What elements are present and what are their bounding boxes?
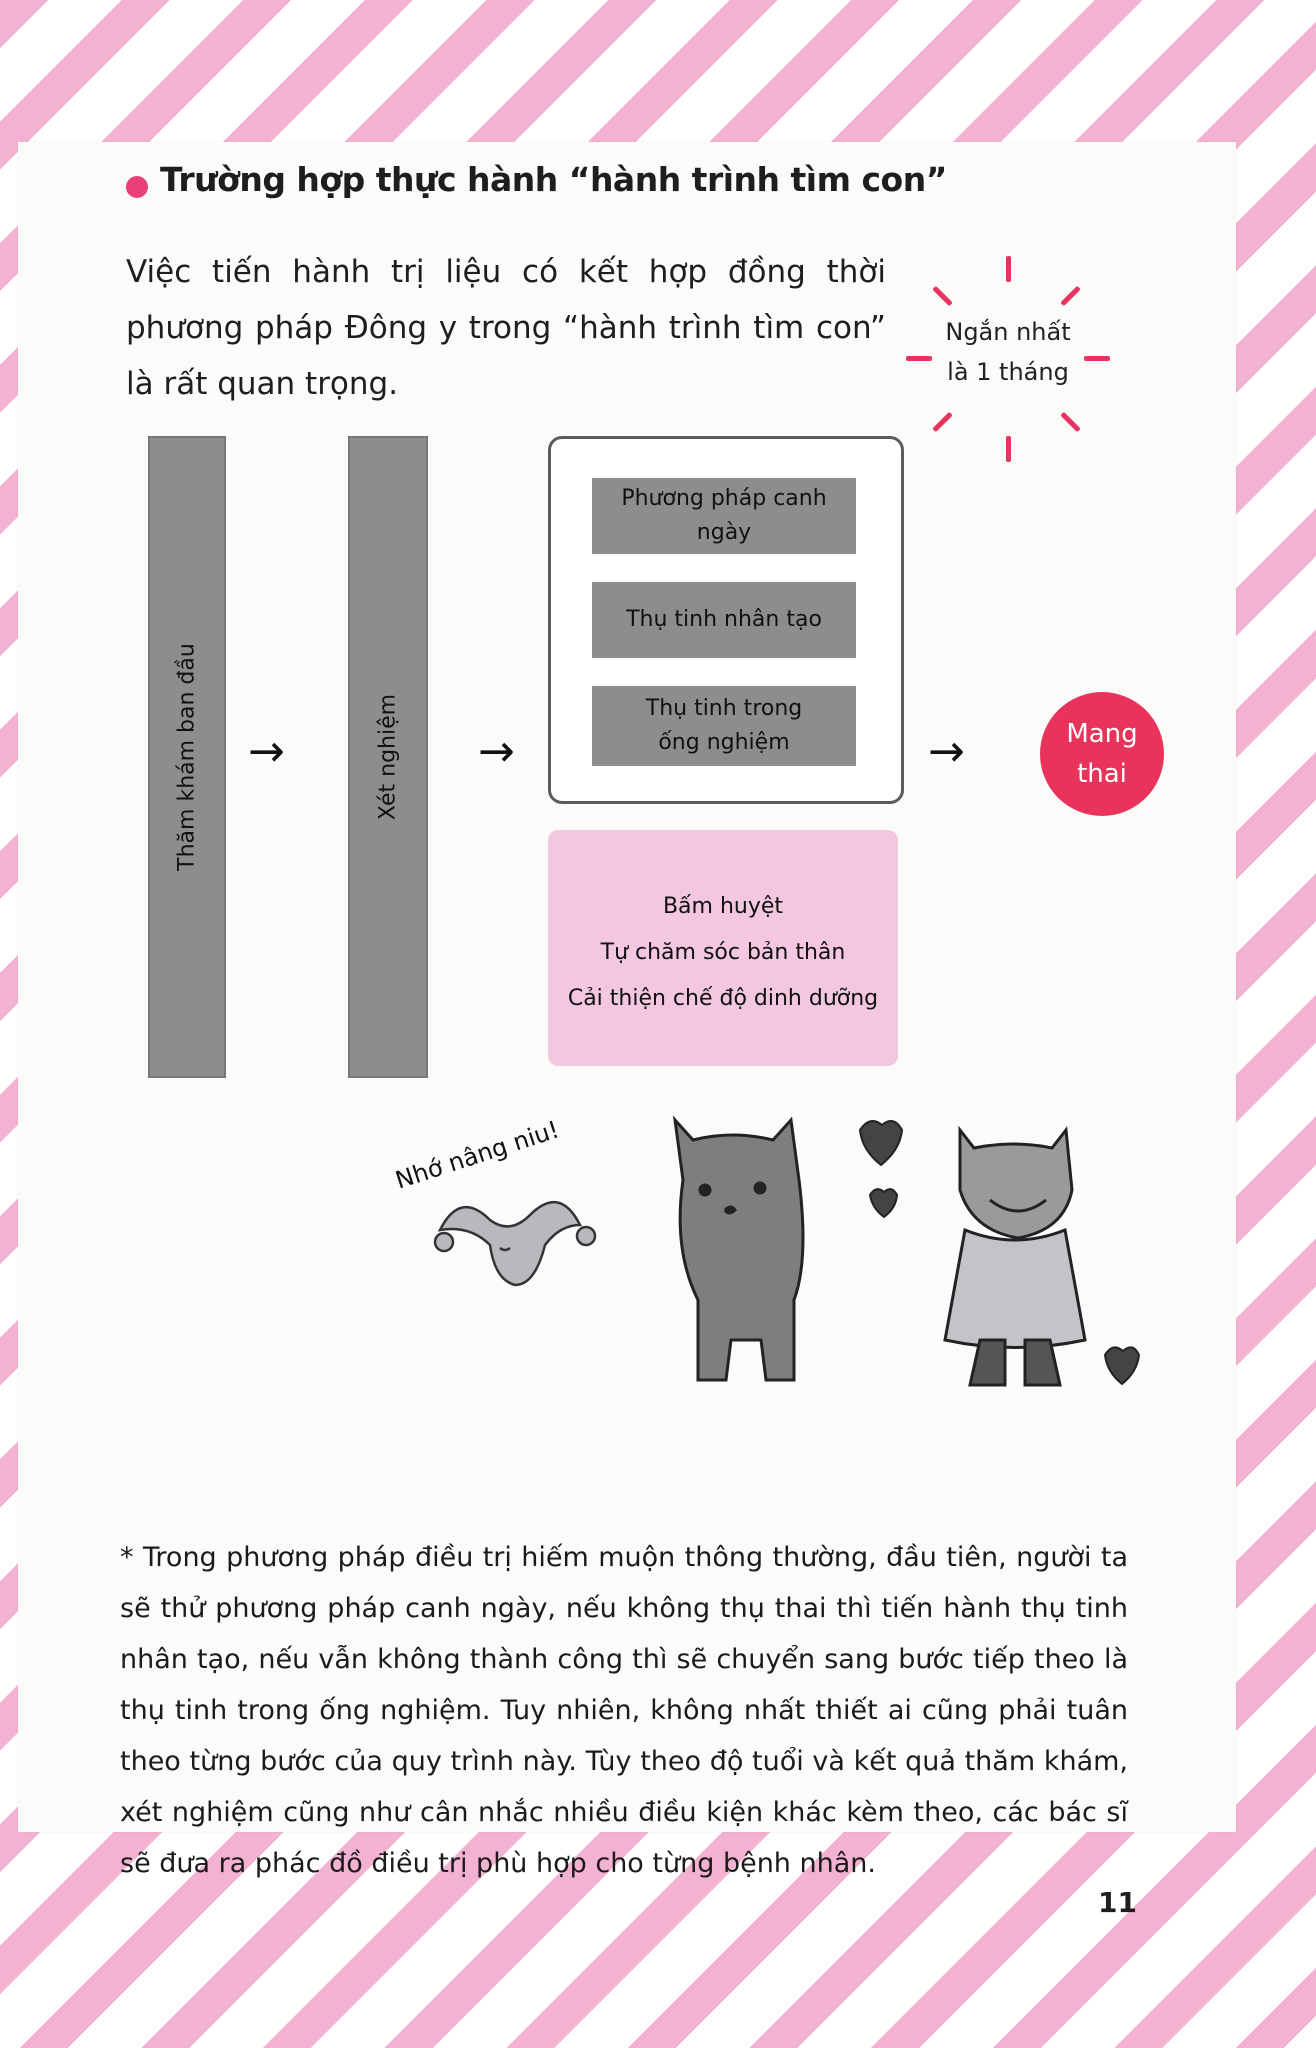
bear-icon (675, 1120, 803, 1380)
bear-icon (945, 1130, 1085, 1385)
heart-icon (870, 1189, 897, 1217)
footnote: * Trong phương pháp điều trị hiếm muộn thông thường, đầu tiên, người ta sẽ thử phương pháp canh ngày, nếu không thụ thai thì tiến hành thụ tinh nhân tạo, nếu vẫn không thành công thì sẽ chuyển sang bước tiếp theo là thụ tinh trong ống nghiệm. Tuy nhiên, không nhất thiết ai cũng phải tuân theo từng bước của quy trình này. Tùy theo độ tuổi và kết quả thăm khám, xét nghiệm cũng như cân nhắc nhiều điều kiện khác kèm theo, các bác sĩ sẽ đưa ra phác đồ điều trị phù hợp cho từng bệnh nhân. (120, 1542, 1128, 1879)
arrow-icon: → (928, 726, 965, 777)
step-testing: Xét nghiệm (348, 436, 428, 1078)
treatment-ivf: Thụ tinh trong ống nghiệm (592, 686, 856, 766)
arrow-icon: → (478, 726, 515, 777)
result-pregnancy: Mang thai (1040, 692, 1164, 816)
step-initial-exam: Thăm khám ban đầu (148, 436, 226, 1078)
treatment-insemination: Thụ tinh nhân tạo (592, 582, 856, 658)
section-heading: Trường hợp thực hành “hành trình tìm con” (160, 160, 947, 199)
bears-illustration (420, 1110, 1140, 1410)
treatment-timed: Phương pháp canh ngày (592, 478, 856, 554)
support-box: Bấm huyệt Tự chăm sóc bản thân Cải thiện chế độ dinh dưỡng (548, 830, 898, 1066)
illustration-caption: Nhớ nâng niu! (392, 1115, 563, 1195)
page-number: 11 (1098, 1886, 1137, 1919)
burst-label: Ngắn nhất là 1 tháng (945, 318, 1071, 386)
uterus-icon (435, 1202, 595, 1285)
intro-paragraph: Việc tiến hành trị liệu có kết hợp đồng thời phương pháp Đông y trong “hành trình tìm con” là rất quan trọng. (126, 254, 886, 402)
heart-icon (1105, 1347, 1139, 1384)
heart-icon (860, 1121, 902, 1165)
arrow-icon: → (248, 726, 285, 777)
